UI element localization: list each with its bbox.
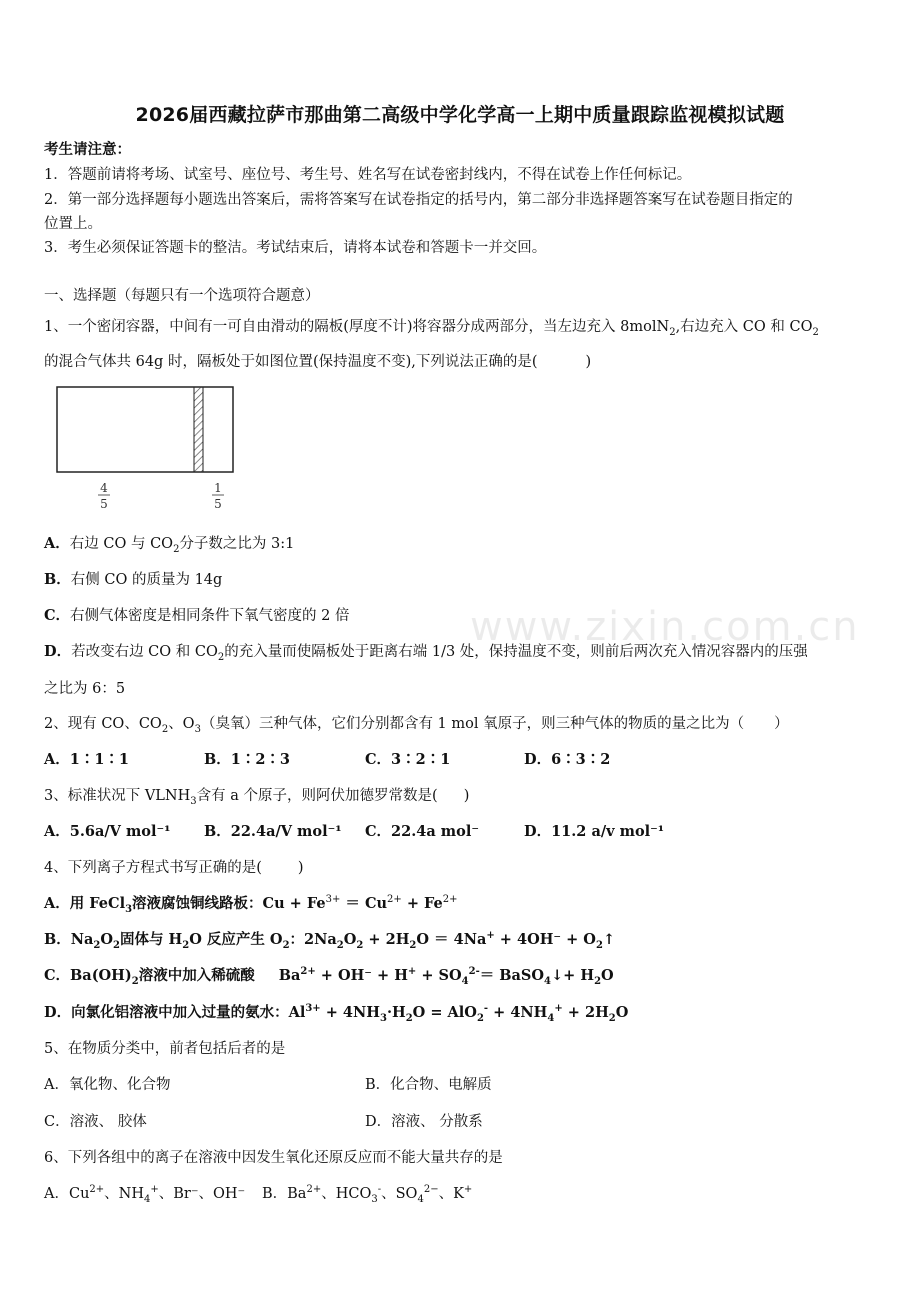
section-title: 一、选择题（每题只有一个选项符合题意） <box>44 288 320 304</box>
q2-stem: 2、现有 CO、$CO_2$、$O_3$（臭氧）三种气体，它们分别都含有 1 mol 氧原子，则三种气体的物质的量之比为（ ） <box>44 716 789 735</box>
q1-stem-line2 <box>44 350 591 371</box>
watermark: www.zixin.com.cn <box>470 604 860 650</box>
notice-item-2-cont: 位置上。 <box>44 216 102 232</box>
q1-container-box <box>57 387 233 472</box>
q1-fig-right-num: 1 <box>214 481 222 495</box>
q4-stem: 4、下列离子方程式书写正确的是( ) <box>44 860 304 876</box>
q4-option-d: D．向氯化铝溶液中加入过量的氨水：$Al^{3+} + 4NH_3\cdot H_2O = AlO_2^- + 4NH_4^+ + 2H_2O$ <box>44 1003 629 1024</box>
q5-option-d: D．溶液、 分散系 <box>365 1114 483 1130</box>
q1-stem-a: 1、一个密闭容器，中间有一可自由滑动的隔板(厚度不计)将容器分成两部分，当左边充入 8molN <box>44 319 670 335</box>
q5-option-b: B．化合物、电解质 <box>365 1077 492 1093</box>
notice-item-3: 3．考生必须保证答题卡的整洁。考试结束后，请将本试卷和答题卡一并交回。 <box>44 240 547 256</box>
q1-fig-left-den: 5 <box>100 497 108 511</box>
q1-fig-right-den: 5 <box>214 497 222 511</box>
q5-option-c: C．溶液、 胶体 <box>44 1114 147 1130</box>
q1-option-c: C．右侧气体密度是相同条件下氧气密度的 2 倍 <box>44 607 350 624</box>
q5-option-a: A．氧化物、化合物 <box>44 1077 171 1093</box>
notice-item-2: 2．第一部分选择题每小题选出答案后，需将答案写在试卷指定的括号内，第二部分非选择题答案写在试卷题目指定的 <box>44 192 793 208</box>
q1-stem-line1: 1、一个密闭容器，中间有一可自由滑动的隔板(厚度不计)将容器分成两部分，当左边充入 8molN$_2$,右边充入 CO 和 $CO_2$ <box>44 319 819 338</box>
q2-option-d: D．6∶3∶2 <box>524 751 611 768</box>
q6-option-b: B．$Ba^{2+}$、$HCO_3^-$、$SO_4^{2-}$、K+ <box>262 1184 473 1205</box>
q4-option-b: B．$Na_2O_2$固体与 $H_2O$ 反应产生 $O_2$：$2Na_2O_2 + 2H_2O = 4Na^+ + 4OH^-$ + $O_2↑$ <box>44 930 616 951</box>
q3-stem: 3、标准状况下 $VLNH_3$含有 a 个原子，则阿伏加德罗常数是( ) <box>44 788 470 807</box>
q2-option-a: A．1∶1∶1 <box>44 751 130 768</box>
q1-stem-b: 的混合气体共 64g 时，隔板处于如图位置(保持温度不变),下列说法正确的是( <box>44 354 538 370</box>
notice-heading: 考生请注意： <box>44 141 131 158</box>
q1-stem-a2: ,右边充入 CO 和 CO <box>675 319 813 335</box>
notice-item-1: 1．答题前请将考场、试室号、座位号、考生号、姓名写在试卷密封线内，不得在试卷上作任何标记。 <box>44 167 692 183</box>
q1-container-figure <box>50 382 250 512</box>
q3-option-d: D．11.2 a/v mol⁻¹ <box>524 823 665 840</box>
q2-option-c: C．3∶2∶1 <box>365 751 451 768</box>
q6-stem: 6、下列各组中的离子在溶液中因发生氧化还原反应而不能大量共存的是 <box>44 1150 503 1166</box>
q1-partition <box>194 387 203 472</box>
q3-option-a: A．5.6a/V mol⁻¹ <box>44 823 171 840</box>
q1-stem-end: ) <box>585 354 592 370</box>
q1-option-d-cont: 之比为 6：5 <box>44 681 126 697</box>
q1-option-b: B．右侧 CO 的质量为 14g <box>44 571 223 588</box>
q1-fig-left-num: 4 <box>100 481 108 495</box>
q4-option-a: A．用 FeCl$_3$溶液腐蚀铜线路板：$Cu + Fe^{3+} = Cu^{2+} + Fe^{2+}$ <box>44 894 458 915</box>
page-title: 2026届西藏拉萨市那曲第二高级中学化学高一上期中质量跟踪监视模拟试题 <box>135 104 785 126</box>
q1-option-a: A．右边 CO 与 $CO_2$分子数之比为 3:1 <box>44 535 295 555</box>
q4-option-c: C．$Ba(OH)_2$溶液中加入稀硫酸 $Ba^{2+} + OH^- + H^+ + SO_4^{2-}=$ BaSO$_4$↓+ $H_2O$ <box>44 966 614 987</box>
q3-option-b: B．22.4a/V mol⁻¹ <box>204 823 342 840</box>
q5-stem: 5、在物质分类中，前者包括后者的是 <box>44 1041 286 1057</box>
q2-option-b: B．1∶2∶3 <box>204 751 291 768</box>
q3-option-c: C．22.4a mol⁻ <box>365 823 479 840</box>
q6-option-a: A．$Cu^{2+}$、$NH_4^+$、Br⁻、OH⁻ <box>44 1184 246 1205</box>
q1-option-d: D．若改变右边 CO 和 $CO_2$的充入量而使隔板处于距离右端 1/3 处，保持温度不变，则前后两次充入情况容器内的压强 <box>44 643 808 663</box>
